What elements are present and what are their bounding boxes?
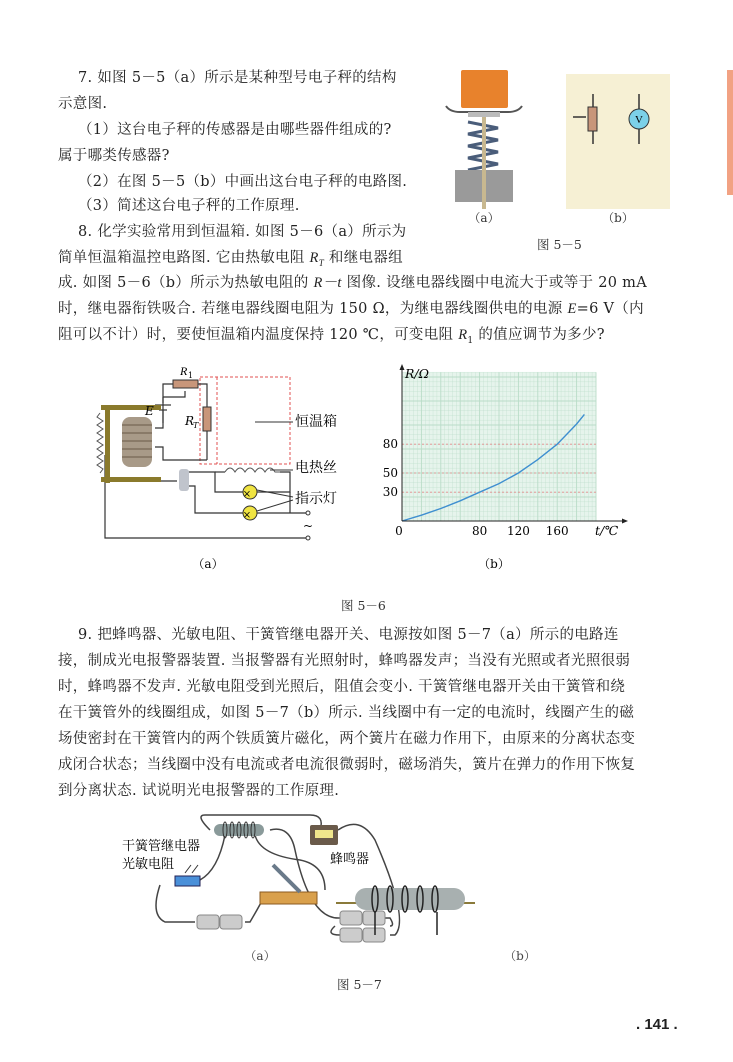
svg-text:R: R	[180, 364, 188, 378]
svg-text:V: V	[635, 114, 643, 126]
q8-line: 8. 化学实验常用到恒温箱. 如图 5－6（a）所示为	[78, 224, 407, 240]
q7-line: （2）在图 5－5（b）中画出这台电子秤的电路图.	[78, 174, 408, 190]
circuit-drawing-area	[566, 74, 670, 209]
q9-line: 在干簧管外的线圈组成，如图 5－7（b）所示. 当线圈中有一定的电流时，线圈产生的磁	[58, 705, 635, 721]
svg-text:T: T	[193, 421, 199, 430]
q9-line: 时，蜂鸣器不发声. 光敏电阻受到光照后，阻值会变小. 干簧管继电器开关由干簧管和绕	[58, 679, 626, 695]
y-axis-label: R/Ω	[405, 366, 429, 381]
q7-line: （3）简述这台电子秤的工作原理.	[78, 198, 300, 214]
q9-line: 场使密封在干簧管内的两个铁质簧片磁化，两个簧片在磁力作用下，由原来的分离状态变	[58, 731, 636, 747]
svg-text:（b）: （b）	[504, 949, 536, 963]
q8-line: 时，继电器衔铁吸合. 若继电器线圈电阻为 150 Ω，为继电器线圈供电的电源 E=6 V（内	[58, 301, 644, 317]
y-tick-label: 30	[382, 485, 398, 500]
q9-line: 9. 把蜂鸣器、光敏电阻、干簧管继电器开关、电源按如图 5－7（a）所示的电路连	[78, 627, 619, 643]
svg-text:（b）: （b）	[478, 557, 510, 571]
x-axis-arrow-icon	[622, 519, 628, 524]
q8-line: 阻可以不计）时，要使恒温箱内温度保持 120 ℃，可变电阻 $R_1$ 的值应调节为多少?	[58, 327, 605, 346]
x-axis-label: t/℃	[595, 523, 619, 538]
svg-text:1: 1	[188, 371, 194, 380]
variable-resistor-r1-icon	[173, 380, 198, 388]
figure-5-6-caption: 图 5－6	[341, 598, 386, 613]
svg-text:指示灯: 指示灯	[295, 491, 337, 507]
q7-line: 属于哪类传感器?	[58, 148, 170, 164]
q8-line: 简单恒温箱温控电路图. 它由热敏电阻 $R_T$ 和继电器组	[58, 250, 403, 268]
electronic-scale-illustration	[446, 70, 522, 209]
thermistor-rt-icon	[203, 407, 211, 431]
svg-text:E: E	[145, 404, 154, 418]
relay-contacts-icon	[179, 469, 189, 491]
svg-text:（a）: （a）	[192, 557, 224, 571]
sliding-rheostat-icon	[588, 107, 597, 131]
q9-line: 接，制成光电报警器装置. 当报警器有光照射时，蜂鸣器发声；当没有光照或者光照很弱	[58, 653, 631, 669]
y-tick-label: 50	[382, 466, 398, 480]
chapter-tab	[727, 70, 733, 195]
svg-text:R: R	[185, 414, 195, 428]
q9-line: 成闭合状态；当线圈中没有电流或者电流很微弱时，磁场消失，簧片在弹力的作用下恢复	[58, 757, 636, 773]
spring-icon	[97, 413, 103, 473]
x-tick-label: 160	[545, 524, 569, 538]
svg-text:×: ×	[242, 510, 252, 521]
y-axis-arrow-icon	[400, 364, 405, 370]
svg-text:×: ×	[242, 489, 252, 500]
q7-line: 7. 如图 5－5（a）所示是某种型号电子秤的结构	[78, 70, 397, 86]
q9-line: 到分离状态. 试说明光电报警器的工作原理.	[58, 783, 340, 799]
photoresistor-icon	[175, 876, 200, 886]
svg-text:光敏电阻: 光敏电阻	[122, 857, 175, 872]
figure-5-7-caption: 图 5－7	[337, 977, 382, 992]
svg-text:（b）: （b）	[602, 211, 634, 225]
q7-line: 示意图.	[58, 96, 108, 112]
figure-5-6b-chart	[370, 355, 630, 580]
reed-relay-icon	[214, 824, 264, 836]
figure-5-5	[440, 62, 680, 227]
svg-text:干簧管继电器: 干簧管继电器	[122, 839, 201, 854]
figure-5-5-caption: 图 5－5	[537, 237, 582, 252]
x-tick-label: 80	[471, 524, 488, 538]
svg-text:~: ~	[303, 519, 314, 533]
figure-5-6a-circuit	[95, 355, 355, 580]
svg-text:恒温箱: 恒温箱	[295, 414, 337, 430]
figure-5-7	[110, 810, 610, 970]
q8-line: 成. 如图 5－6（b）所示为热敏电阻的 R－t 图像. 设继电器线圈中电流大于或等于 20 mA	[58, 275, 647, 291]
svg-text:（a）: （a）	[468, 211, 500, 225]
q7-line: （1）这台电子秤的传感器是由哪些器件组成的?	[78, 122, 392, 138]
y-tick-label: 80	[382, 437, 398, 452]
page-number: . 141 .	[636, 1016, 678, 1033]
switch-icon	[260, 892, 317, 904]
x-tick-label: 0	[395, 524, 403, 538]
svg-text:电热丝: 电热丝	[295, 460, 337, 476]
svg-text:蜂鸣器: 蜂鸣器	[330, 852, 370, 867]
x-tick-label: 120	[506, 524, 530, 538]
svg-text:（a）: （a）	[244, 949, 276, 963]
